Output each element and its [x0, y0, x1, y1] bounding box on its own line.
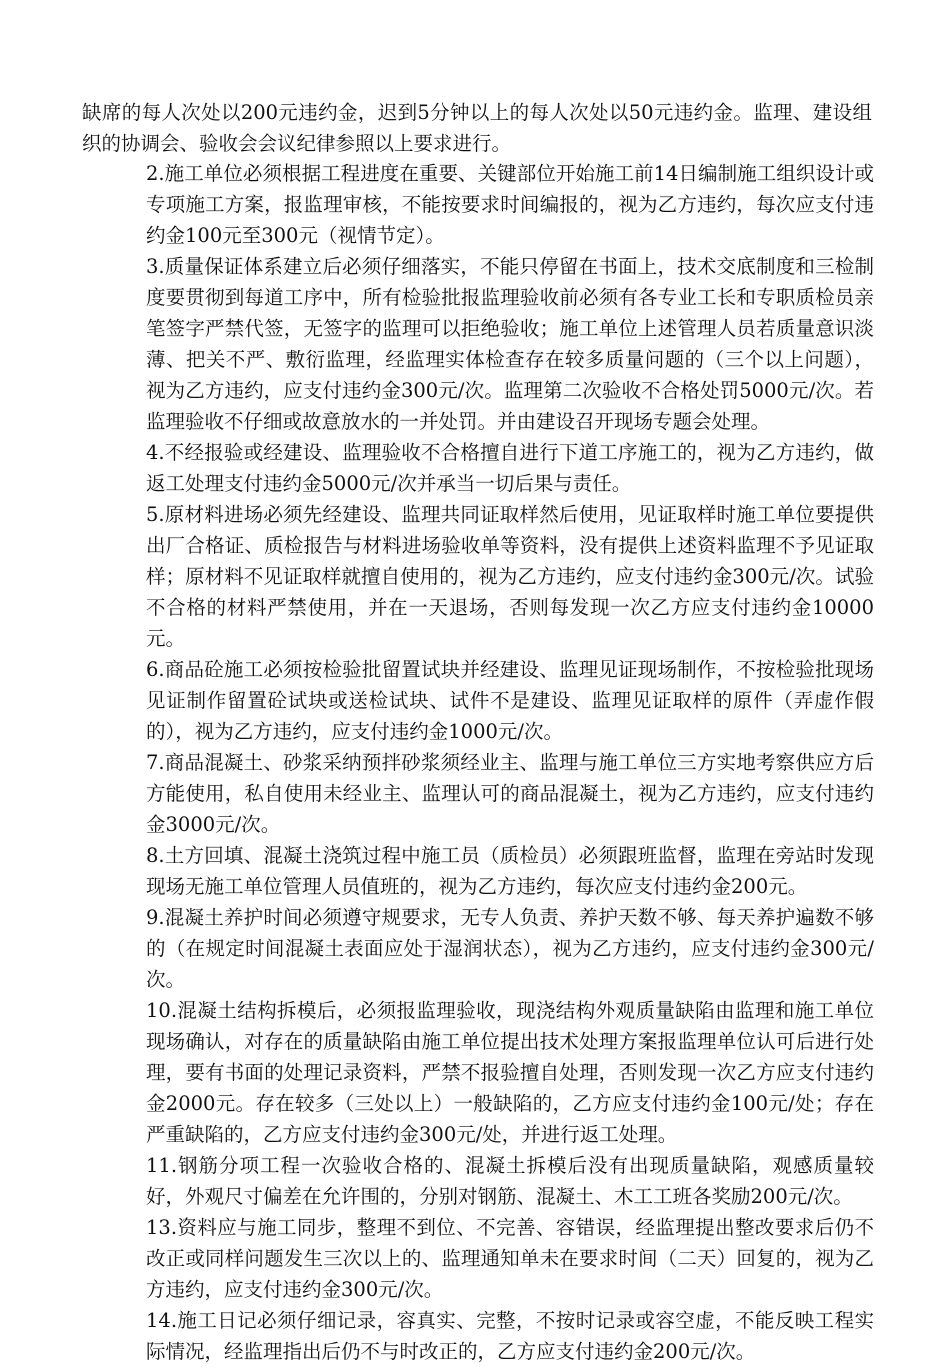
clause-text: 6.商品砼施工必须按检验批留置试块并经建设、监理见证现场制作，不按检验批现场见证制作留置砼试块或送检试块、试件不是建设、监理见证取样的原件（弄虚作假的），视为乙方违约，应支付违约金1000元/次。 — [146, 658, 874, 743]
clause-13 — [146, 1212, 874, 1305]
clause-14 — [146, 1305, 874, 1367]
clause-text: 13.资料应与施工同步，整理不到位、不完善、容错误，经监理提出整改要求后仍不改正或同样问题发生三次以上的、监理通知单未在要求时间（二天）回复的，视为乙方违约，应支付违约金300元/次。 — [146, 1216, 874, 1301]
clause-10 — [146, 995, 874, 1150]
clause-8 — [146, 840, 874, 902]
clause-2 — [146, 158, 874, 251]
clause-11 — [146, 1150, 874, 1212]
clause-text: 8.土方回填、混凝土浇筑过程中施工员（质检员）必须跟班监督，监理在旁站时发现现场无施工单位管理人员值班的，视为乙方违约，每次应支付违约金200元。 — [146, 844, 874, 898]
clause-5 — [146, 499, 874, 654]
clause-text: 9.混凝土养护时间必须遵守规要求，无专人负责、养护天数不够、每天养护遍数不够的（在规定时间混凝土表面应处于湿润状态），视为乙方违约，应支付违约金300元/次。 — [146, 906, 874, 991]
clause-4 — [146, 437, 874, 499]
clause-list — [146, 158, 874, 1367]
clause-7 — [146, 747, 874, 840]
clause-text: 14.施工日记必须仔细记录，容真实、完整，不按时记录或容空虚，不能反映工程实际情况，经监理指出后仍不与时改正的，乙方应支付违约金200元/次。 — [146, 1309, 874, 1363]
clause-text: 4.不经报验或经建设、监理验收不合格擅自进行下道工序施工的，视为乙方违约，做返工处理支付违约金5000元/次并承当一切后果与责任。 — [146, 441, 874, 495]
clause-text: 5.原材料进场必须先经建设、监理共同证取样然后使用，见证取样时施工单位要提供出厂合格证、质检报告与材料进场验收单等资料，没有提供上述资料监理不予见证取样；原材料不见证取样就擅自使用的，视为乙方违约，应支付违约金300元/次。试验不合格的材料严禁使用，并在一天退场，否则每发现一次乙方应支付违约金10000元。 — [146, 503, 874, 650]
clause-text: 10.混凝土结构拆模后，必须报监理验收，现浇结构外观质量缺陷由监理和施工单位现场确认，对存在的质量缺陷由施工单位提出技术处理方案报监理单位认可后进行处理，要有书面的处理记录资料，严禁不报验擅自处理，否则发现一次乙方应支付违约金2000元。存在较多（三处以上）一般缺陷的，乙方应支付违约金100元/处；存在严重缺陷的，乙方应支付违约金300元/处，并进行返工处理。 — [146, 999, 874, 1146]
clause-text: 3.质量保证体系建立后必须仔细落实，不能只停留在书面上，技术交底制度和三检制度要贯彻到每道工序中，所有检验批报监理验收前必须有各专业工长和专职质检员亲笔签字严禁代签，无签字的监理可以拒绝验收；施工单位上述管理人员若质量意识淡薄、把关不严、敷衍监理，经监理实体检查存在较多质量问题的（三个以上问题），视为乙方违约，应支付违约金300元/次。监理第二次验收不合格处罚5000元/次。若监理验收不仔细或故意放水的一并处罚。并由建设召开现场专题会处理。 — [146, 255, 874, 433]
intro-text: 缺席的每人次处以200元违约金，迟到5分钟以上的每人次处以50元违约金。监理、建设组织的协调会、验收会会议纪律参照以上要求进行。 — [82, 101, 872, 155]
clause-6 — [146, 654, 874, 747]
clause-text: 7.商品混凝土、砂浆采纳预拌砂浆须经业主、监理与施工单位三方实地考察供应方后方能使用，私自使用未经业主、监理认可的商品混凝土，视为乙方违约，应支付违约金3000元/次。 — [146, 751, 874, 836]
intro-paragraph — [82, 97, 872, 159]
clause-text: 2.施工单位必须根据工程进度在重要、关键部位开始施工前14日编制施工组织设计或专项施工方案，报监理审核，不能按要求时间编报的，视为乙方违约，每次应支付违约金100元至300元（视情节定）。 — [146, 162, 874, 247]
clause-9 — [146, 902, 874, 995]
clause-3 — [146, 251, 874, 437]
clause-text: 11.钢筋分项工程一次验收合格的、混凝土拆模后没有出现质量缺陷，观感质量较好，外观尺寸偏差在允许围的，分别对钢筋、混凝土、木工工班各奖励200元/次。 — [146, 1154, 874, 1208]
